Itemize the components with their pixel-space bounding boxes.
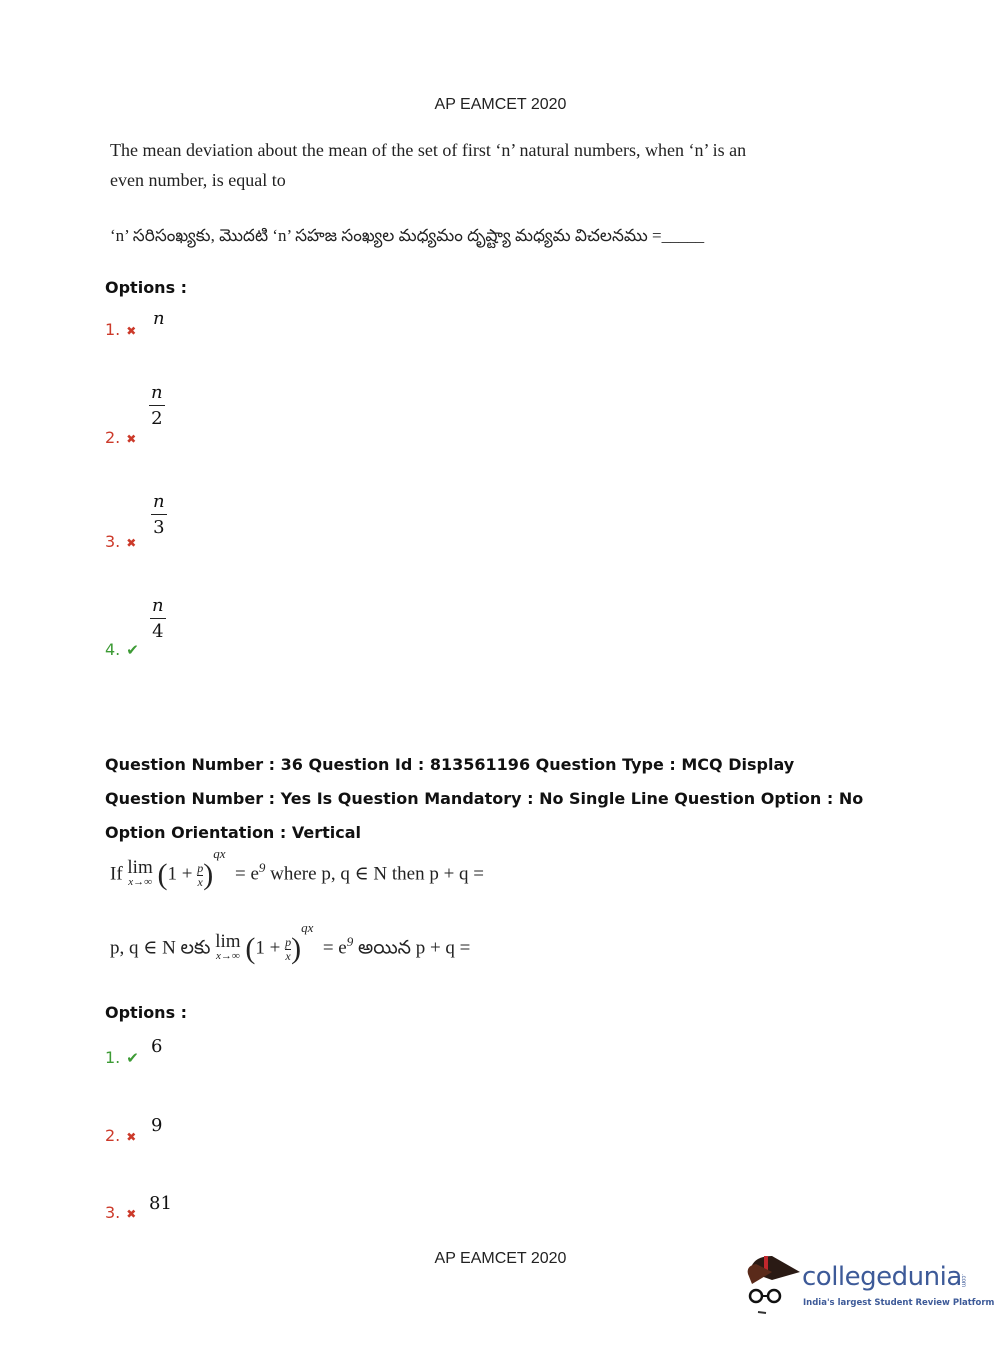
question-36-telugu: p, q ∈ N లకు lim x→∞ (1 + $\frac{p}{x}$ )$^{qx} = e^9$ అయిన p + q = xyxy=(110,920,471,965)
exponent: 9 xyxy=(346,934,354,950)
options-label: Options : xyxy=(105,278,188,297)
mascot-icon xyxy=(742,1250,802,1314)
question-35-text xyxy=(110,135,746,195)
text: 1 + xyxy=(255,937,281,959)
option-number: 3. xyxy=(105,1203,121,1222)
denominator: 2 xyxy=(151,408,163,429)
option-1 xyxy=(105,320,136,339)
cross-icon: ✖ xyxy=(126,432,137,446)
collegedunia-logo xyxy=(742,1250,995,1320)
page-header: AP EAMCET 2020 xyxy=(434,96,567,113)
cross-icon: ✖ xyxy=(126,324,137,338)
option-2 xyxy=(105,1126,136,1145)
option-fraction xyxy=(151,490,167,541)
numerator: p xyxy=(285,934,292,949)
denominator: 4 xyxy=(152,621,164,642)
option-value: 9 xyxy=(151,1115,163,1136)
denominator: x xyxy=(197,874,203,889)
text: అయిన p + q = xyxy=(358,937,471,959)
numerator: p xyxy=(197,860,204,875)
denominator: 3 xyxy=(153,517,165,538)
option-number: 2. xyxy=(105,1126,121,1145)
cross-icon: ✖ xyxy=(126,536,137,550)
denominator: x xyxy=(285,948,291,963)
logo-tagline: India's largest Student Review Platform xyxy=(803,1298,995,1308)
option-value: 6 xyxy=(151,1036,163,1057)
question-line: even number, is equal to xyxy=(110,170,286,190)
option-fraction xyxy=(149,381,165,432)
option-3 xyxy=(105,1203,136,1222)
exponent: 9 xyxy=(258,860,266,876)
question-36-meta: Question Number : 36 Question Id : 813561196 Question Type : MCQ Display Question Number : Yes Is Question Mandatory : No Single Line Question Option : No Option Orientation : Vertical xyxy=(105,755,864,842)
exponent: qx xyxy=(213,846,226,862)
numerator: n xyxy=(150,594,166,619)
lim-sub: x→∞ xyxy=(128,876,152,888)
text: = e xyxy=(322,937,347,959)
logo-suffix: .com xyxy=(960,1274,966,1288)
option-value: n xyxy=(153,308,165,329)
question-36-english: If lim x→∞ (1 + $\frac{p}{x}$ )$^{qx} = e^9$ where p, q ∈ N then p + q = xyxy=(110,846,484,891)
text: If xyxy=(110,863,123,885)
numerator: n xyxy=(151,490,167,515)
option-2 xyxy=(105,428,136,447)
page-footer: AP EAMCET 2020 xyxy=(434,1250,567,1267)
question-line: The mean deviation about the mean of the set of first ‘n’ natural numbers, when ‘n’ is an xyxy=(110,140,747,160)
text: where p, q ∈ N then p + q = xyxy=(270,863,484,885)
exponent: qx xyxy=(301,920,314,936)
lim: lim xyxy=(215,931,241,952)
text: p, q ∈ N లకు xyxy=(110,937,211,959)
numerator: n xyxy=(149,381,165,406)
lim-sub: x→∞ xyxy=(216,950,240,962)
option-number: 2. xyxy=(105,428,121,447)
options-label: Options : xyxy=(105,1003,188,1022)
limit xyxy=(215,931,241,963)
check-icon: ✔ xyxy=(126,1049,139,1067)
cross-icon: ✖ xyxy=(126,1130,137,1144)
option-3 xyxy=(105,532,136,551)
question-35-telugu: ‘n’ సరిసంఖ్యకు, మొదటి ‘n’ సహజ సంఖ్యల మధ్యమం దృష్ట్యా మధ్యమ విచలనము =_____ xyxy=(110,226,705,245)
option-value: 81 xyxy=(149,1193,172,1214)
option-4 xyxy=(105,640,139,659)
logo-text: collegedunia xyxy=(802,1262,962,1292)
option-number: 3. xyxy=(105,532,121,551)
text: = e xyxy=(235,863,259,885)
text: 1 + xyxy=(167,863,193,885)
option-1 xyxy=(105,1048,139,1067)
lim: lim xyxy=(127,857,153,878)
limit xyxy=(127,857,153,889)
option-number: 4. xyxy=(105,640,121,659)
option-fraction xyxy=(150,594,166,645)
check-icon: ✔ xyxy=(126,641,139,659)
option-number: 1. xyxy=(105,1048,121,1067)
option-number: 1. xyxy=(105,320,121,339)
cross-icon: ✖ xyxy=(126,1207,137,1221)
